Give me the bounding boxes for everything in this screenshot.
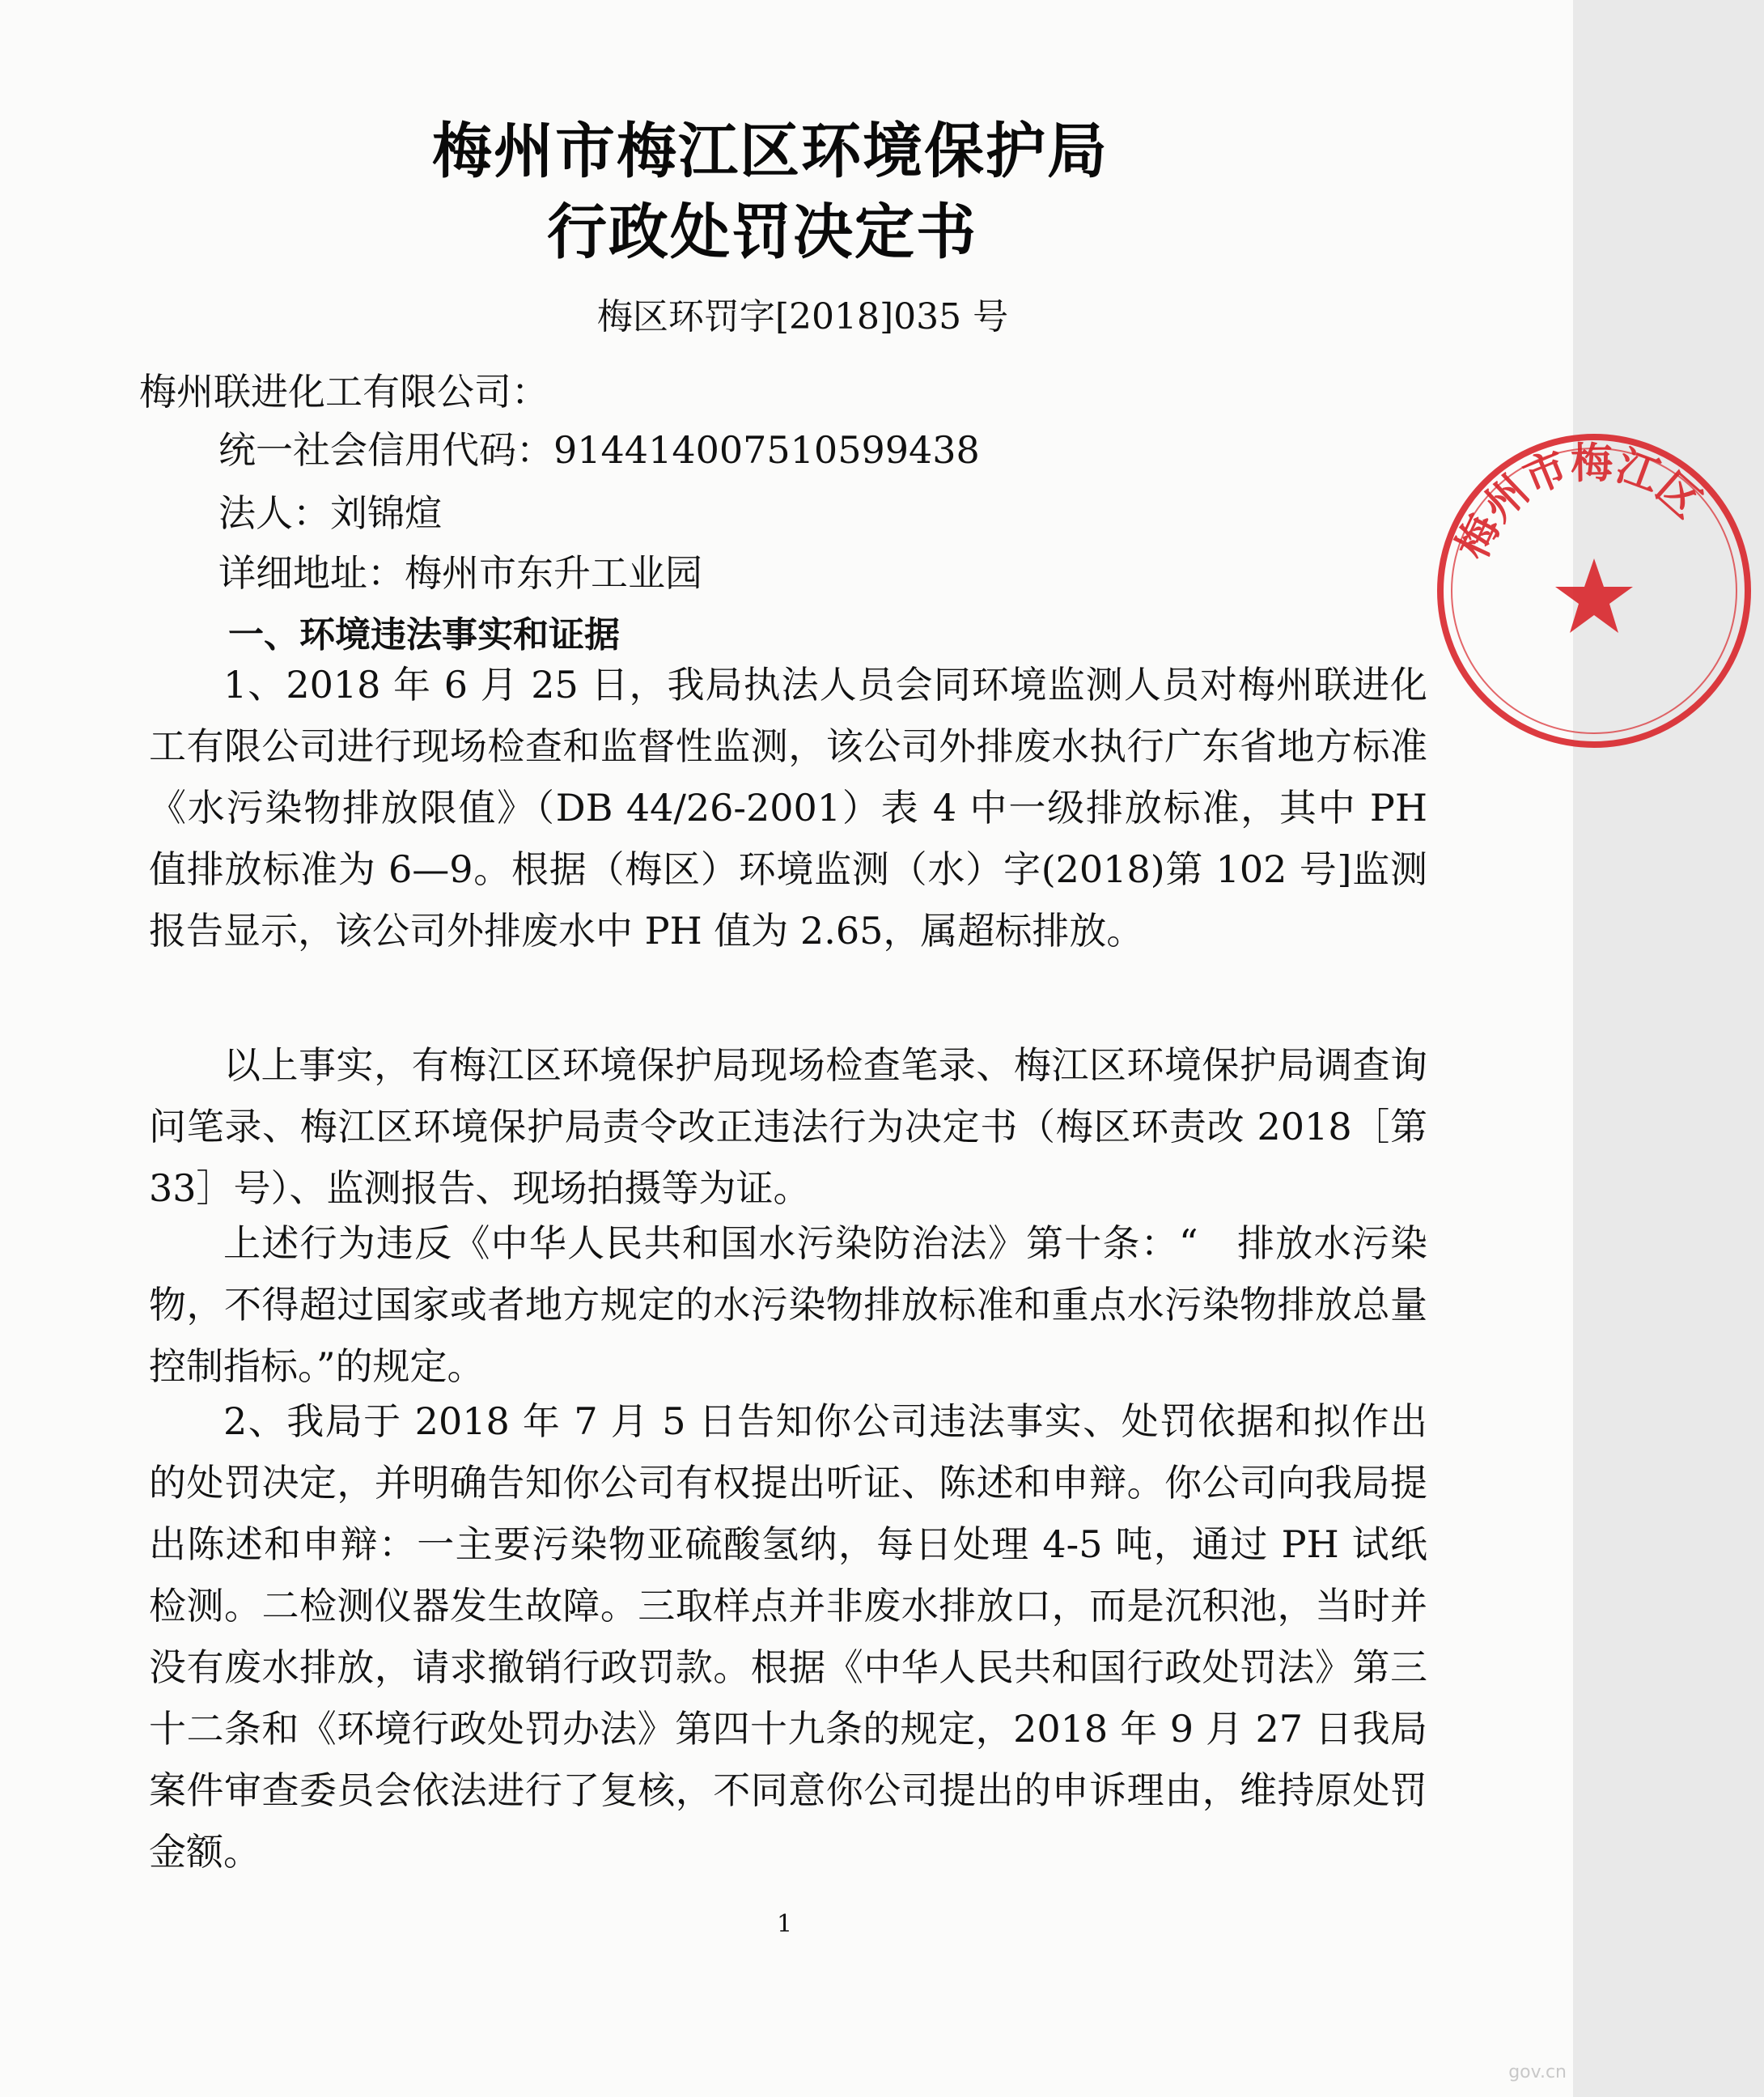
paragraph-facts: 1、2018 年 6 月 25 日，我局执法人员会同环境监测人员对梅州联进化工有限公司进行现场检查和监督性监测，该公司外排废水执行广东省地方标准《水污染物排放限值》（DB 44/26-2001）表 4 中一级排放标准，其中 PH 值排放标准为 6—9。根据（梅区）环境监测（水）字(2018)第 102 号]监测报告显示，该公司外排废水中 PH 值为 2.65，属超标排放。: [149, 663, 1427, 953]
agency-title: 梅州市梅江区环境保护局: [432, 117, 1109, 186]
document-number: 梅区环罚字[2018]035 号: [596, 296, 1009, 337]
section-heading: 一、环境违法事实和证据: [228, 614, 620, 656]
paragraph-review: 2、我局于 2018 年 7 月 5 日告知你公司违法事实、处罚依据和拟作出的处罚决定，并明确告知你公司有权提出听证、陈述和申辩。你公司向我局提出陈述和申辩：一主要污染物亚硫酸氢纳，每日处理 4-5 吨，通过 PH 试纸检测。二检测仪器发生故障。三取样点并非废水排放口，而是沉积池，当时并没有废水排放，请求撤销行政罚款。根据《中华人民共和国行政处罚法》第三十二条和《环境行政处罚办法》第四十九条的规定，2018 年 9 月 27 日我局案件审查委员会依法进行了复核，不同意你公司提出的申诉理由，维持原处罚金额。: [149, 1399, 1427, 1874]
official-seal-icon: [1424, 421, 1764, 761]
address: 详细地址：梅州市东升工业园: [218, 551, 702, 595]
recipient-name: 梅州联进化工有限公司：: [139, 370, 549, 414]
watermark: gov.cn: [1508, 2062, 1567, 2082]
credit-code: 统一社会信用代码：91441400751059943​8: [218, 428, 980, 472]
page-number: 1: [777, 1910, 793, 1938]
seal-text: 梅州市梅江区: [1447, 438, 1711, 567]
document-type-title: 行政处罚决定书: [547, 197, 977, 267]
legal-person: 法人：刘锦煊: [218, 491, 442, 535]
paragraph-evidence: 以上事实，有梅江区环境保护局现场检查笔录、梅江区环境保护局调查询问笔录、梅江区环境保护局责令改正违法行为决定书（梅区环责改 2018［第 33］号）、监测报告、现场拍摄等为证。: [149, 1043, 1427, 1210]
paragraph-violation: 上述行为违反《中华人民共和国水污染防治法》第十条：“ 排放水污染物，不得超过国家或者地方规定的水污染物排放标准和重点水污染物排放总量控制指标。”的规定。: [149, 1221, 1427, 1388]
